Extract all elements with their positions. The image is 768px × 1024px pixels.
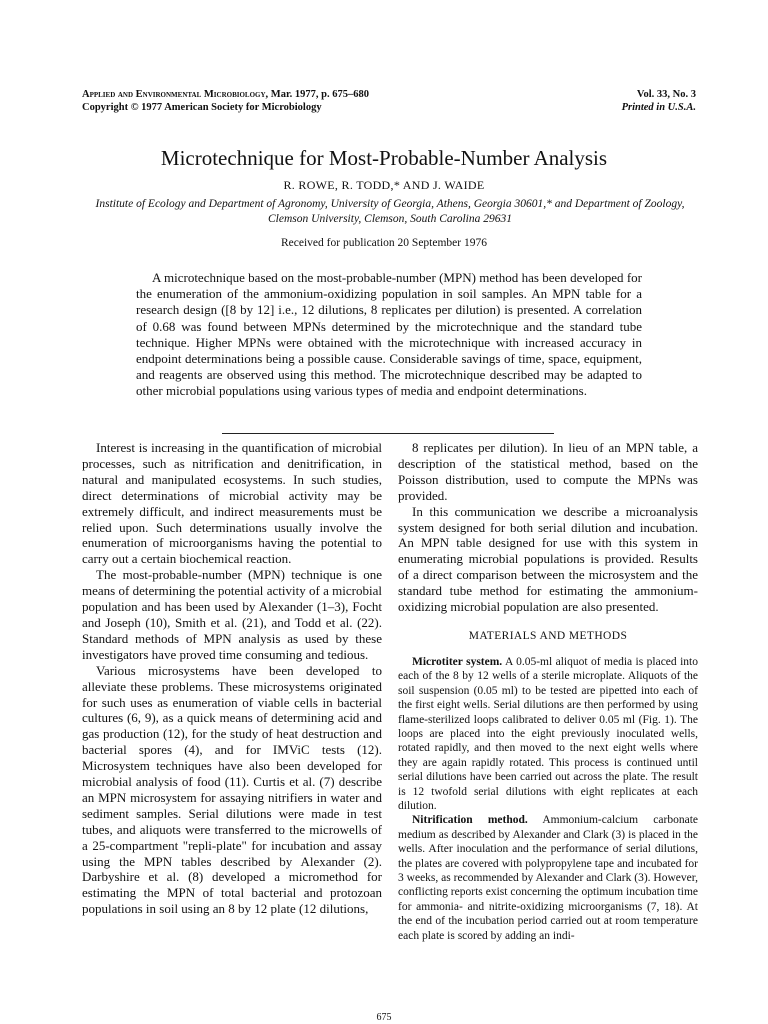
copyright-line: Copyright © 1977 American Society for Microbiology: [82, 102, 322, 113]
body-paragraph: The most-probable-number (MPN) technique is one means of determining the potential activity of a microbial population and has been used by Alexander (1–3), Focht and Joseph (10), Smith et al. (21), and Todd et al. (22). Standard methods of MPN analysis as used by these investigators have proved time consuming and tedious.: [82, 567, 382, 662]
abstract: A microtechnique based on the most-probable-number (MPN) method has been developed for the enumeration of the ammonium-oxidizing population in soil samples. An MPN table for a research design ([8 by 12] i.e., 12 dilutions, 8 replicates per dilution) is presented. A correlation of 0.68 was found between MPNs determined by the microtechnique and the standard tube technique. Higher MPNs were obtained with the microtechnique with increased accuracy in endpoint determinations being a possible cause. Considerable savings of time, space, equipment, and reagents are observed using this method. The microtechnique described may be adapted to other microbial populations using various types of media and endpoint determinations.: [136, 270, 642, 399]
journal-citation: , Mar. 1977, p. 675–680: [265, 89, 369, 100]
methods-section: [398, 655, 698, 943]
paper-title: Microtechnique for Most-Probable-Number Analysis: [160, 146, 608, 170]
body-paragraph: In this communication we describe a microanalysis system designed for both serial dilution and incubation. An MPN table designed for use with this system in enumerating microbial populations is provided. Results of a direct comparison between the microsystem and the standard tube method for estimating the ammonium-oxidizing microbial population are also presented.: [398, 503, 698, 615]
authors-line: R. ROWE, R. TODD,* AND J. WAIDE: [283, 178, 485, 192]
printed-in: Printed in U.S.A.: [621, 102, 696, 113]
runin-heading: Nitrification method.: [412, 814, 528, 827]
journal-header: [82, 88, 369, 114]
body-paragraph: Interest is increasing in the quantification of microbial processes, such as nitrification and denitrification, in natural and manipulated ecosystems. In such studies, direct determinations of microbial activity may be extremely difficult, and indirect measurements must be relied upon. Such determinations usually involve the enumeration of microorganisms having the potential to carry out a certain biochemical reaction.: [82, 440, 382, 567]
methods-paragraph: [398, 655, 698, 813]
volume-header: [622, 88, 696, 114]
page-number: 675: [376, 1012, 392, 1023]
body-paragraph: Various microsystems have been developed to alleviate these problems. These microsystems originated for such uses as enumeration of viable cells in bacterial cultures (6, 9), as a quick means of determining acid and gas production (12), for the study of heat destruction and bacterial spores (4), and for IMViC tests (12). Microsystem techniques have also been developed for microbial analysis of food (11). Curtis et al. (7) describe an MPN microsystem for assaying nitrifiers in water and sediment samples. Serial dilutions were made in test tubes, and aliquots were transferred to the microwells of a 25-compartment "repli-plate" for incubation and assay using the MPN tables described by Alexander (2). Darbyshire et al. (8) developed a micromethod for estimating the MPN of total bacterial and protozoan populations in soil using an 8 by 12 plate (12 dilutions,: [82, 662, 382, 917]
journal-name: Applied and Environmental Microbiology: [82, 89, 266, 100]
volume-number: Vol. 33, No. 3: [636, 89, 696, 100]
runin-heading: Microtiter system.: [412, 655, 503, 668]
abstract-divider: [222, 433, 554, 434]
methods-paragraph: [398, 813, 698, 943]
methods-text: A 0.05-ml aliquot of media is placed into each of the 8 by 12 wells of a sterile microplate. Aliquots of the soil suspension (0.05 ml) to be tested are pipetted into each of the first eight wells. Serial dilutions are then performed by using flame-sterilized loops calibrated to deliver 0.05 ml (Fig. 1). The loops are placed into the eight previously inoculated wells, rotated rapidly, and then moved to the next eight wells where they are again rapidly rotated. This process is continued until serial dilutions have been carried out across the plate. The result is 12 twofold serial dilutions with eight replicates at each dilution.: [398, 655, 698, 812]
right-column: [398, 440, 698, 943]
methods-text: Ammonium-calcium carbonate medium as described by Alexander and Clark (3) is placed in the wells. After inoculation and the performance of serial dilutions, the plates are covered with polypropylene tape and incubated for 3 weeks, as recommended by Alexander and Clark (3). However, conflicting reports exist concerning the optimum incubation time for ammonia- and nitrite-oxidizing microorganisms (7, 18). At the end of the incubation period carried out at room temperature each plate is scored by adding an indi-: [398, 814, 698, 942]
body-paragraph: 8 replicates per dilution). In lieu of an MPN table, a description of the statistical method, based on the Poisson distribution, used to compute the MPNs was provided.: [398, 440, 698, 503]
received-date: Received for publication 20 September 1976: [281, 237, 487, 249]
affiliation: Institute of Ecology and Department of Agronomy, University of Georgia, Athens, Georgia 30601,* and Department of Zoology, Clemson University, Clemson, South Carolina 29631: [95, 198, 685, 225]
left-column: [82, 440, 382, 917]
section-heading: MATERIALS AND METHODS: [468, 629, 628, 642]
